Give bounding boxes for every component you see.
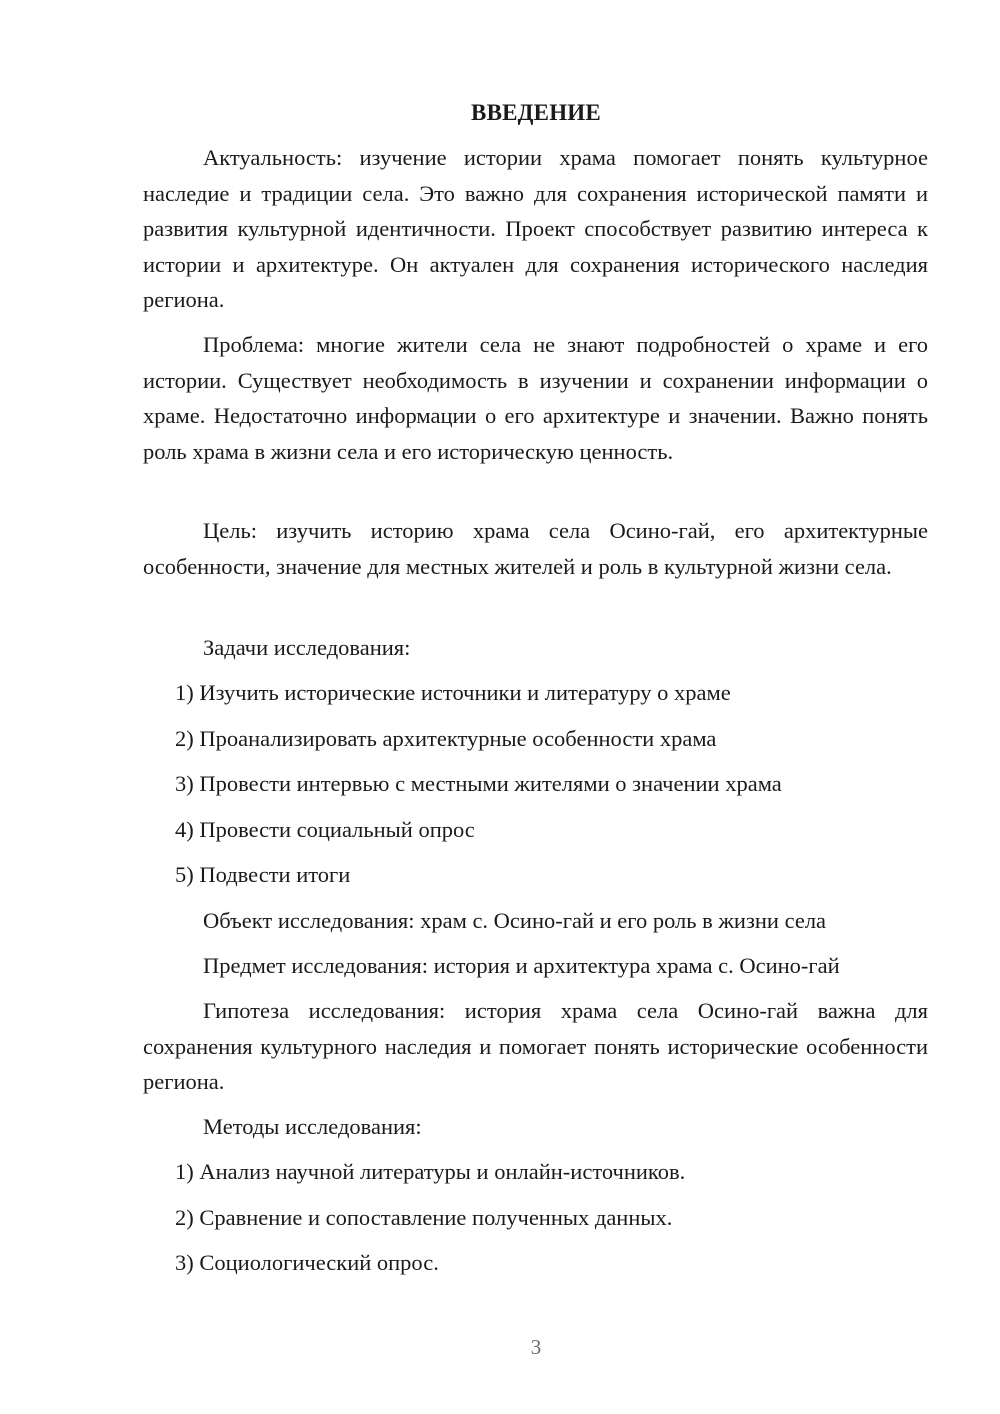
method-item-3: 3) Социологический опрос.	[175, 1250, 439, 1275]
research-subject: Предмет исследования: история и архитектура храма с. Осино-гай	[203, 953, 840, 978]
task-item-4: 4) Провести социальный опрос	[175, 817, 475, 842]
tasks-title: Задачи исследования:	[203, 635, 411, 660]
method-item-1: 1) Анализ научной литературы и онлайн-источников.	[175, 1159, 686, 1184]
task-item-5: 5) Подвести итоги	[175, 862, 351, 887]
goal-paragraph: Цель: изучить историю храма села Осино-гай, его архитектурные особенности, значение для местных жителей и роль в культурной жизни села.	[143, 518, 928, 579]
method-item-2: 2) Сравнение и сопоставление полученных данных.	[175, 1205, 673, 1230]
page-title: ВВЕДЕНИЕ	[471, 100, 601, 125]
task-item-1: 1) Изучить исторические источники и литературу о храме	[175, 680, 731, 705]
task-item-3: 3) Провести интервью с местными жителями о значении храма	[175, 771, 782, 796]
hypothesis-paragraph: Гипотеза исследования: история храма села Осино-гай важна для сохранения культурного наследия и помогает понять исторические особенности региона.	[143, 998, 928, 1095]
methods-title: Методы исследования:	[203, 1114, 422, 1139]
relevance-paragraph: Актуальность: изучение истории храма помогает понять культурное наследие и традиции села. Это важно для сохранения исторической памяти и развития культурной идентичности. Проект способствует развитию интереса к истории и архитектуре. Он актуален для сохранения исторического наследия региона.	[143, 145, 928, 313]
task-item-2: 2) Проанализировать архитектурные особенности храма	[175, 726, 717, 751]
page-number: 3	[530, 1335, 542, 1359]
research-object: Объект исследования: храм с. Осино-гай и его роль в жизни села	[203, 908, 827, 933]
problem-paragraph: Проблема: многие жители села не знают подробностей о храме и его истории. Существует необходимость в изучении и сохранении информации о храме. Недостаточно информации о его архитектуре и значении. Важно понять роль храма в жизни села и его историческую ценность.	[143, 332, 928, 464]
